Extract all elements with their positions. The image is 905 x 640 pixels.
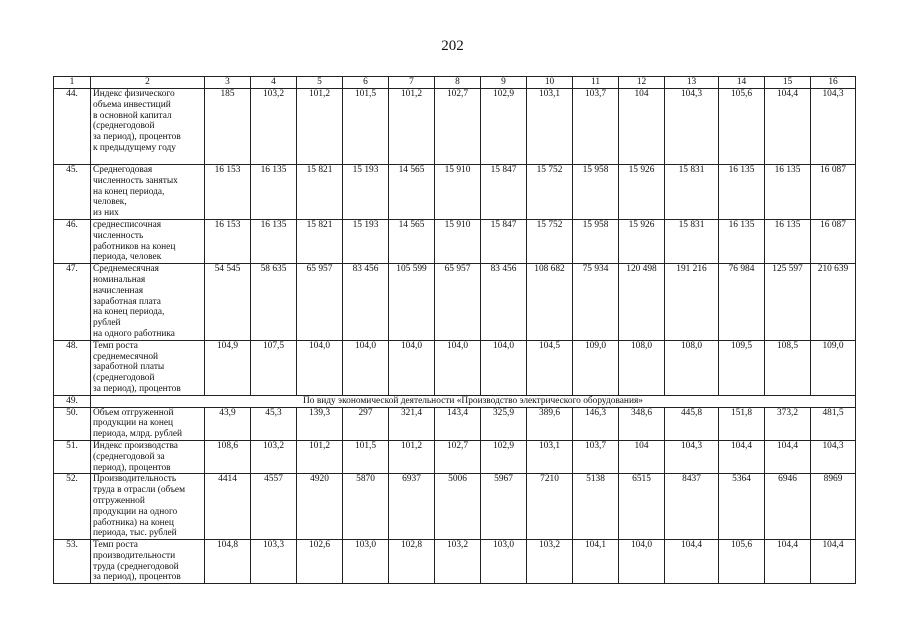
column-header: 13 <box>665 77 719 89</box>
value-cell: 108,5 <box>765 340 811 395</box>
value-cell: 76 984 <box>719 264 765 341</box>
value-cell: 101,5 <box>343 89 389 165</box>
value-cell: 6515 <box>619 474 665 540</box>
indicator-label: Индекс физического объема инвестиций в основной капитал (среднегодовой за период), процентов к предыдущему году <box>91 89 205 165</box>
table-row <box>54 407 856 440</box>
value-cell: 15 831 <box>665 165 719 220</box>
value-cell: 103,0 <box>343 540 389 584</box>
row-number: 47. <box>54 264 91 341</box>
indicator-label: среднесписочная численность работников на конец периода, человек <box>91 219 205 263</box>
value-cell: 65 957 <box>297 264 343 341</box>
value-cell: 146,3 <box>573 407 619 440</box>
value-cell: 45,3 <box>251 407 297 440</box>
value-cell: 4557 <box>251 474 297 540</box>
column-header: 15 <box>765 77 811 89</box>
value-cell: 15 926 <box>619 165 665 220</box>
value-cell: 104,4 <box>811 540 856 584</box>
row-number: 44. <box>54 89 91 165</box>
indicator-label: Производительность труда в отрасли (объем отгруженной продукции на одного работника) на конец периода, тыс. рублей <box>91 474 205 540</box>
value-cell: 14 565 <box>389 219 435 263</box>
value-cell: 5006 <box>435 474 481 540</box>
value-cell: 5364 <box>719 474 765 540</box>
value-cell: 104,4 <box>765 89 811 165</box>
value-cell: 101,5 <box>343 440 389 473</box>
table-header <box>54 77 856 89</box>
value-cell: 16 135 <box>251 219 297 263</box>
value-cell: 325,9 <box>481 407 527 440</box>
value-cell: 108 682 <box>527 264 573 341</box>
indicator-label: Индекс производства (среднегодовой за период), процентов <box>91 440 205 473</box>
value-cell: 104,0 <box>343 340 389 395</box>
table-row <box>54 219 856 263</box>
value-cell: 102,8 <box>389 540 435 584</box>
value-cell: 191 216 <box>665 264 719 341</box>
value-cell: 16 135 <box>251 165 297 220</box>
indicator-label: Темп роста производительности труда (среднегодовой за период), процентов <box>91 540 205 584</box>
indicators-table <box>53 76 856 584</box>
row-number: 46. <box>54 219 91 263</box>
row-number: 49. <box>54 395 91 407</box>
value-cell: 105 599 <box>389 264 435 341</box>
value-cell: 16 135 <box>765 165 811 220</box>
value-cell: 210 639 <box>811 264 856 341</box>
value-cell: 15 752 <box>527 165 573 220</box>
value-cell: 104,0 <box>435 340 481 395</box>
value-cell: 15 752 <box>527 219 573 263</box>
value-cell: 103,1 <box>527 89 573 165</box>
section-heading: По виду экономической деятельности «Производство электрического оборудования» <box>91 395 856 407</box>
value-cell: 373,2 <box>765 407 811 440</box>
value-cell: 15 847 <box>481 165 527 220</box>
value-cell: 16 153 <box>205 219 251 263</box>
table-row <box>54 440 856 473</box>
value-cell: 104 <box>619 89 665 165</box>
value-cell: 104 <box>619 440 665 473</box>
value-cell: 15 831 <box>665 219 719 263</box>
value-cell: 101,2 <box>297 440 343 473</box>
value-cell: 102,7 <box>435 440 481 473</box>
column-header: 11 <box>573 77 619 89</box>
table-row <box>54 395 856 407</box>
row-number: 45. <box>54 165 91 220</box>
row-number: 52. <box>54 474 91 540</box>
row-number: 48. <box>54 340 91 395</box>
value-cell: 15 958 <box>573 219 619 263</box>
row-number: 50. <box>54 407 91 440</box>
value-cell: 104,4 <box>665 540 719 584</box>
value-cell: 348,6 <box>619 407 665 440</box>
value-cell: 6937 <box>389 474 435 540</box>
value-cell: 104,0 <box>389 340 435 395</box>
table-row <box>54 89 856 165</box>
value-cell: 104,3 <box>811 89 856 165</box>
value-cell: 109,0 <box>573 340 619 395</box>
table-row <box>54 340 856 395</box>
row-number: 51. <box>54 440 91 473</box>
indicator-label: Темп роста среднемесячной заработной платы (среднегодовой за период), процентов <box>91 340 205 395</box>
column-header: 8 <box>435 77 481 89</box>
value-cell: 104,9 <box>205 340 251 395</box>
value-cell: 8969 <box>811 474 856 540</box>
value-cell: 83 456 <box>343 264 389 341</box>
value-cell: 7210 <box>527 474 573 540</box>
column-header: 16 <box>811 77 856 89</box>
column-header: 1 <box>54 77 91 89</box>
value-cell: 108,0 <box>665 340 719 395</box>
value-cell: 75 934 <box>573 264 619 341</box>
value-cell: 125 597 <box>765 264 811 341</box>
value-cell: 139,3 <box>297 407 343 440</box>
value-cell: 14 565 <box>389 165 435 220</box>
value-cell: 104,0 <box>297 340 343 395</box>
value-cell: 103,0 <box>481 540 527 584</box>
value-cell: 16 135 <box>765 219 811 263</box>
value-cell: 104,5 <box>527 340 573 395</box>
value-cell: 107,5 <box>251 340 297 395</box>
value-cell: 108,6 <box>205 440 251 473</box>
value-cell: 104,0 <box>619 540 665 584</box>
value-cell: 108,0 <box>619 340 665 395</box>
value-cell: 5870 <box>343 474 389 540</box>
value-cell: 102,7 <box>435 89 481 165</box>
value-cell: 102,9 <box>481 440 527 473</box>
value-cell: 101,2 <box>389 440 435 473</box>
value-cell: 101,2 <box>297 89 343 165</box>
indicator-label: Среднемесячная номинальная начисленная заработная плата на конец периода, рублей на одного работника <box>91 264 205 341</box>
value-cell: 151,8 <box>719 407 765 440</box>
value-cell: 54 545 <box>205 264 251 341</box>
value-cell: 16 087 <box>811 219 856 263</box>
value-cell: 15 958 <box>573 165 619 220</box>
value-cell: 6946 <box>765 474 811 540</box>
value-cell: 83 456 <box>481 264 527 341</box>
value-cell: 5138 <box>573 474 619 540</box>
table-row <box>54 474 856 540</box>
value-cell: 15 821 <box>297 165 343 220</box>
indicator-label: Объем отгруженной продукции на конец периода, млрд. рублей <box>91 407 205 440</box>
value-cell: 102,9 <box>481 89 527 165</box>
value-cell: 105,6 <box>719 540 765 584</box>
value-cell: 102,6 <box>297 540 343 584</box>
table-body <box>54 89 856 584</box>
value-cell: 16 087 <box>811 165 856 220</box>
value-cell: 8437 <box>665 474 719 540</box>
value-cell: 101,2 <box>389 89 435 165</box>
value-cell: 321,4 <box>389 407 435 440</box>
value-cell: 15 193 <box>343 219 389 263</box>
value-cell: 16 135 <box>719 165 765 220</box>
value-cell: 15 926 <box>619 219 665 263</box>
column-header: 6 <box>343 77 389 89</box>
value-cell: 120 498 <box>619 264 665 341</box>
value-cell: 5967 <box>481 474 527 540</box>
value-cell: 16 153 <box>205 165 251 220</box>
table-row <box>54 540 856 584</box>
value-cell: 4920 <box>297 474 343 540</box>
value-cell: 104,4 <box>765 440 811 473</box>
value-cell: 15 821 <box>297 219 343 263</box>
value-cell: 104,3 <box>811 440 856 473</box>
column-header: 10 <box>527 77 573 89</box>
value-cell: 103,7 <box>573 89 619 165</box>
value-cell: 185 <box>205 89 251 165</box>
value-cell: 103,3 <box>251 540 297 584</box>
column-header: 4 <box>251 77 297 89</box>
value-cell: 389,6 <box>527 407 573 440</box>
column-header: 2 <box>91 77 205 89</box>
value-cell: 15 193 <box>343 165 389 220</box>
value-cell: 4414 <box>205 474 251 540</box>
column-header: 14 <box>719 77 765 89</box>
value-cell: 103,2 <box>435 540 481 584</box>
value-cell: 103,2 <box>527 540 573 584</box>
value-cell: 104,1 <box>573 540 619 584</box>
page-number: 202 <box>441 38 464 54</box>
value-cell: 103,1 <box>527 440 573 473</box>
value-cell: 109,0 <box>811 340 856 395</box>
value-cell: 65 957 <box>435 264 481 341</box>
column-header: 5 <box>297 77 343 89</box>
value-cell: 15 910 <box>435 219 481 263</box>
value-cell: 104,4 <box>719 440 765 473</box>
row-number: 53. <box>54 540 91 584</box>
column-number-row <box>54 77 856 89</box>
table-row <box>54 165 856 220</box>
column-header: 3 <box>205 77 251 89</box>
value-cell: 103,7 <box>573 440 619 473</box>
value-cell: 43,9 <box>205 407 251 440</box>
value-cell: 15 910 <box>435 165 481 220</box>
value-cell: 104,4 <box>765 540 811 584</box>
column-header: 9 <box>481 77 527 89</box>
table-row <box>54 264 856 341</box>
value-cell: 104,3 <box>665 440 719 473</box>
indicator-label: Среднегодовая численность занятых на конец периода, человек, из них <box>91 165 205 220</box>
value-cell: 445,8 <box>665 407 719 440</box>
value-cell: 103,2 <box>251 89 297 165</box>
value-cell: 58 635 <box>251 264 297 341</box>
value-cell: 143,4 <box>435 407 481 440</box>
column-header: 12 <box>619 77 665 89</box>
value-cell: 15 847 <box>481 219 527 263</box>
value-cell: 481,5 <box>811 407 856 440</box>
value-cell: 109,5 <box>719 340 765 395</box>
value-cell: 105,6 <box>719 89 765 165</box>
value-cell: 104,0 <box>481 340 527 395</box>
value-cell: 104,3 <box>665 89 719 165</box>
value-cell: 103,2 <box>251 440 297 473</box>
value-cell: 16 135 <box>719 219 765 263</box>
column-header: 7 <box>389 77 435 89</box>
value-cell: 104,8 <box>205 540 251 584</box>
value-cell: 297 <box>343 407 389 440</box>
